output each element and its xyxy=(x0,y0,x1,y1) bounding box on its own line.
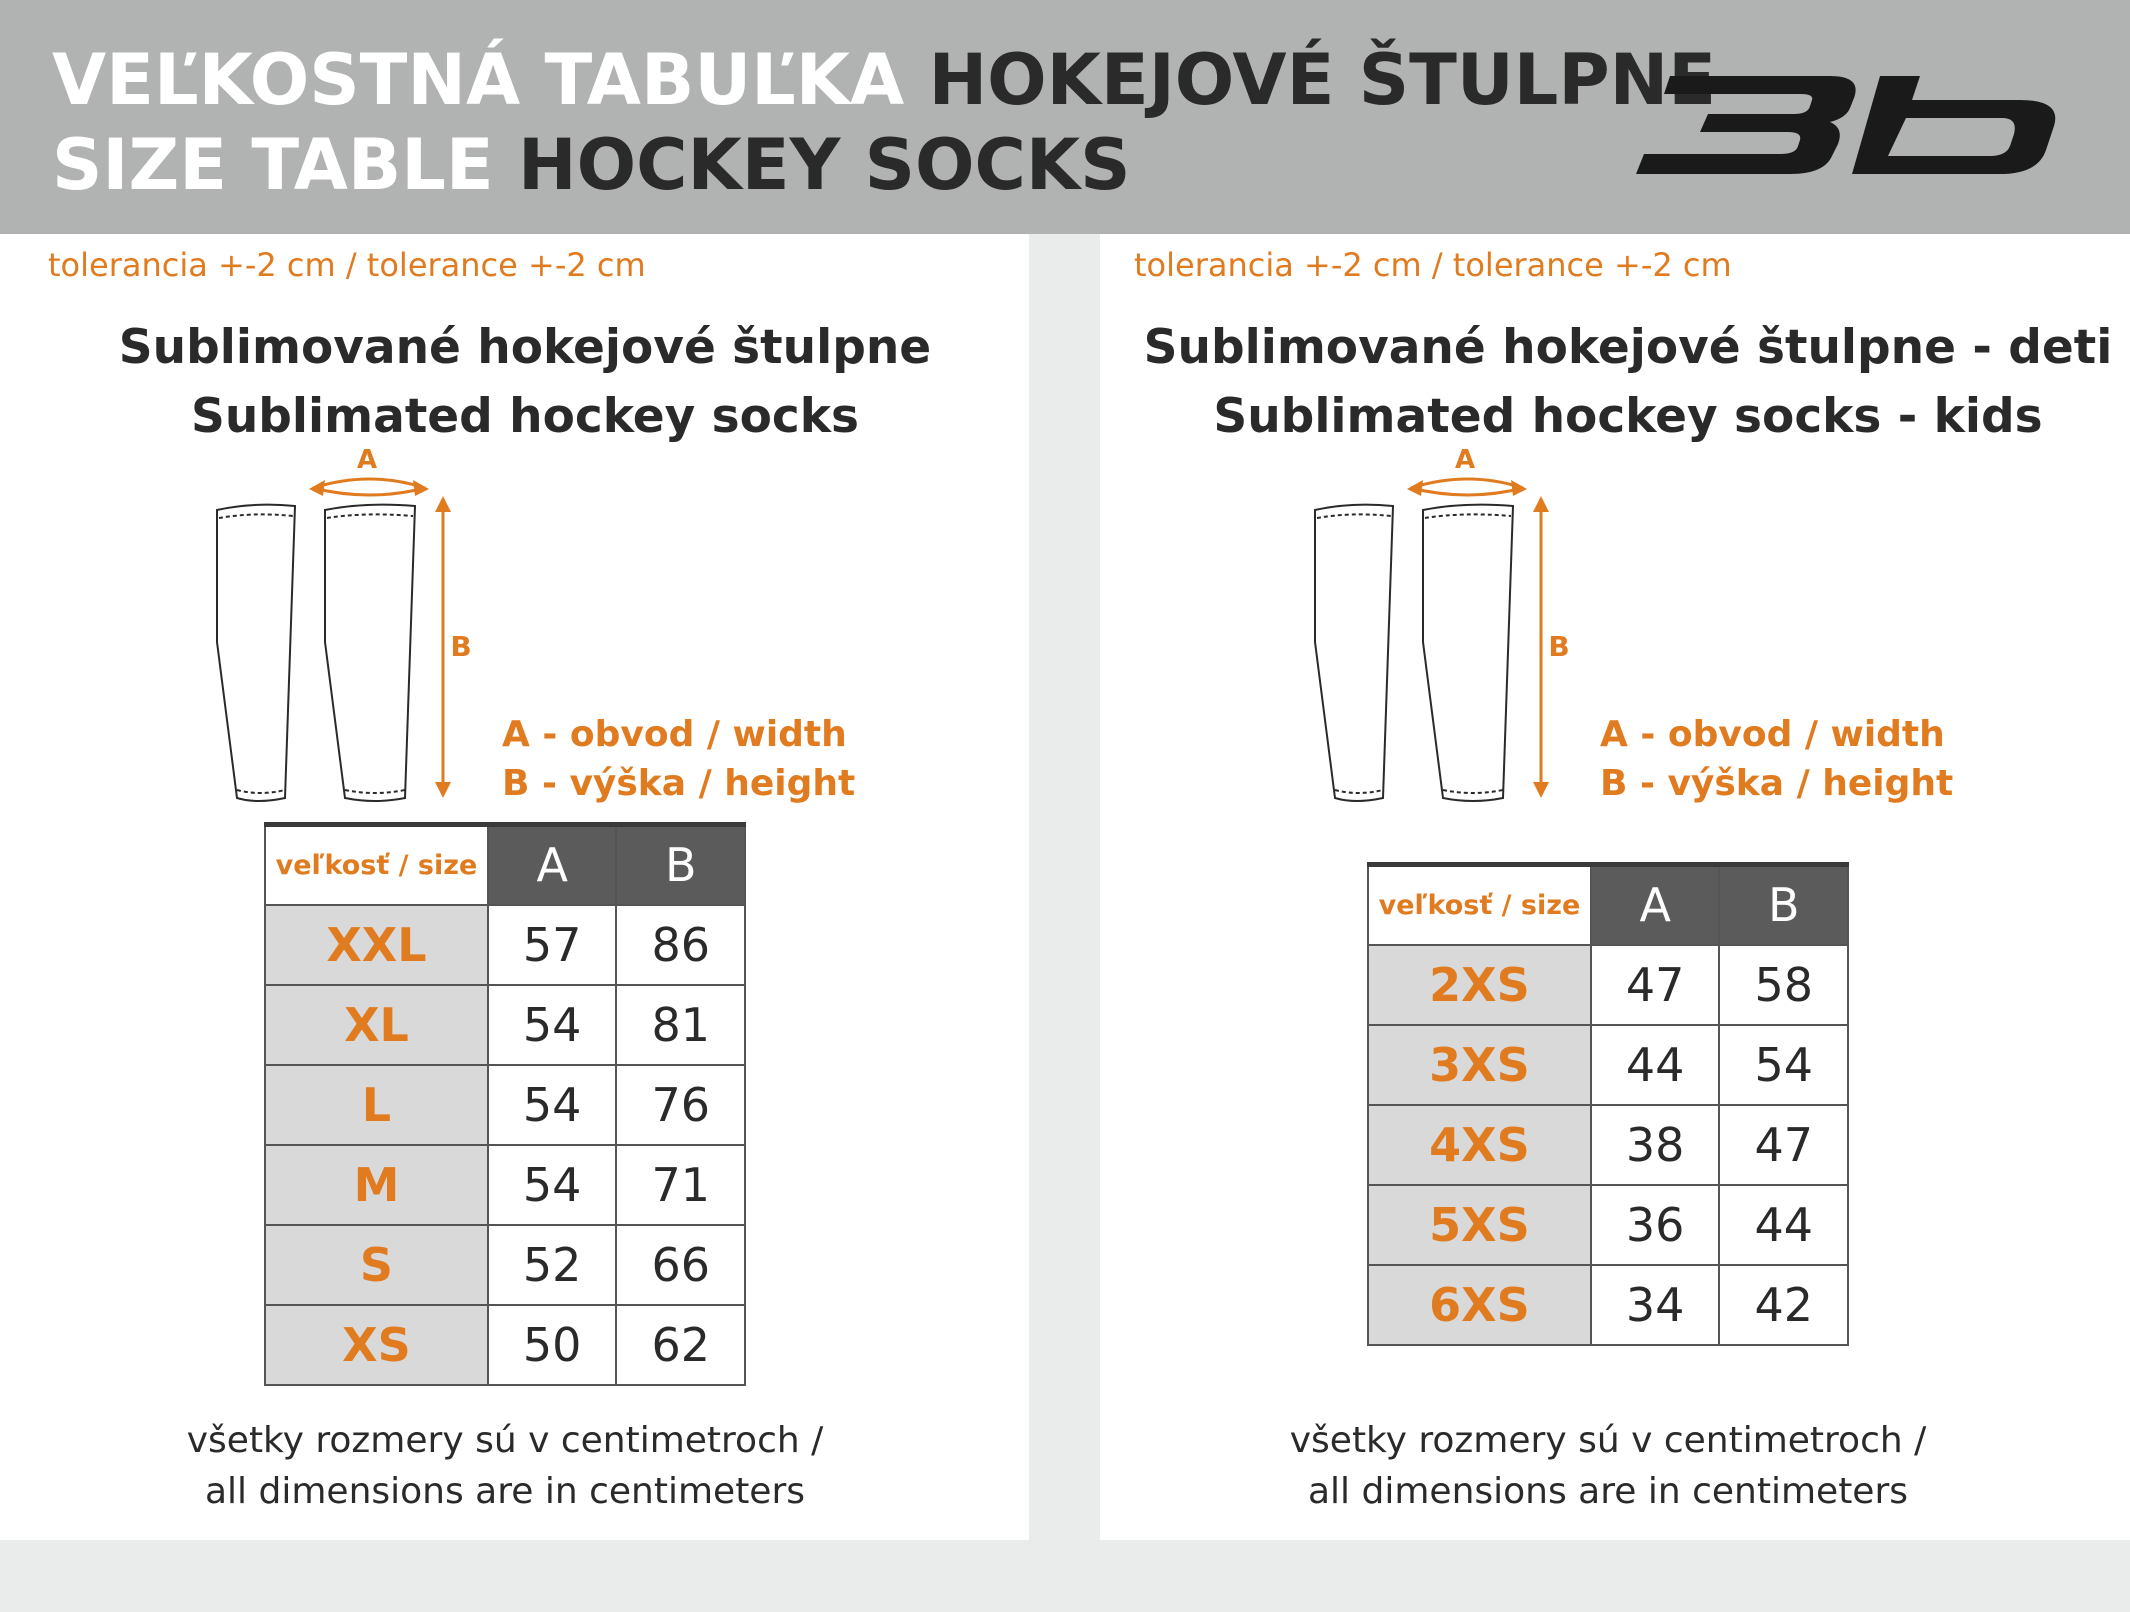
brand-logo xyxy=(1630,70,2070,180)
size-cell: XL xyxy=(265,985,488,1065)
table-row xyxy=(1368,945,1848,1025)
b-cell: 62 xyxy=(616,1305,745,1385)
size-cell: M xyxy=(265,1145,488,1225)
sock-outline-2 xyxy=(325,505,415,801)
a-cell: 36 xyxy=(1591,1185,1720,1265)
b-cell: 44 xyxy=(1719,1185,1848,1265)
a-cell: 47 xyxy=(1591,945,1720,1025)
table-row xyxy=(265,905,745,985)
tolerance-note-left: tolerancia +-2 cm / tolerance +-2 cm xyxy=(48,246,646,284)
size-cell: 5XS xyxy=(1368,1185,1591,1265)
table-row xyxy=(265,1225,745,1305)
b-cell: 66 xyxy=(616,1225,745,1305)
title-sk-right: Sublimované hokejové štulpne - deti xyxy=(1143,320,2113,375)
table-row xyxy=(265,1305,745,1385)
title-sk-left: Sublimované hokejové štulpne xyxy=(118,320,932,375)
size-cell: XS xyxy=(265,1305,488,1385)
size-cell: S xyxy=(265,1225,488,1305)
b-cell: 76 xyxy=(616,1065,745,1145)
a-cell: 38 xyxy=(1591,1105,1720,1185)
table-row xyxy=(1368,1105,1848,1185)
header-title-sk-dark: HOKEJOVÉ ŠTULPNE xyxy=(928,39,1717,121)
size-cell: XXL xyxy=(265,905,488,985)
width-arrow xyxy=(313,479,425,495)
sock-outline-2 xyxy=(1423,505,1513,801)
a-cell: 54 xyxy=(488,1065,617,1145)
label-a-left: A xyxy=(356,445,378,475)
a-cell: 57 xyxy=(488,905,617,985)
size-cell: 3XS xyxy=(1368,1025,1591,1105)
title-en-right: Sublimated hockey socks - kids xyxy=(1213,389,2043,444)
table-row xyxy=(265,1145,745,1225)
header-banner xyxy=(0,0,2130,234)
table-header-row xyxy=(265,825,745,905)
table-row xyxy=(1368,1185,1848,1265)
col-header-size: veľkosť / size xyxy=(265,825,488,905)
table-row xyxy=(1368,1265,1848,1345)
size-table-adult xyxy=(264,822,746,1386)
legend-a-left: A - obvod / width xyxy=(502,714,847,755)
a-cell: 54 xyxy=(488,985,617,1065)
header-title-sk-white: VEĽKOSTNÁ TABUĽKA xyxy=(52,39,905,121)
footnote-sk-left: všetky rozmery sú v centimetroch / xyxy=(186,1420,824,1461)
b-cell: 58 xyxy=(1719,945,1848,1025)
b-cell: 47 xyxy=(1719,1105,1848,1185)
a-cell: 50 xyxy=(488,1305,617,1385)
legend-a-right: A - obvod / width xyxy=(1600,714,1945,755)
sock-diagram-right xyxy=(1303,442,1583,812)
legend-b-left: B - výška / height xyxy=(502,763,856,804)
a-cell: 44 xyxy=(1591,1025,1720,1105)
size-cell: 4XS xyxy=(1368,1105,1591,1185)
size-cell: L xyxy=(265,1065,488,1145)
col-header-a: A xyxy=(1591,865,1720,945)
header-title-en-white: SIZE TABLE xyxy=(52,124,494,206)
size-table-kids xyxy=(1367,862,1849,1346)
col-header-b: B xyxy=(616,825,745,905)
b-cell: 42 xyxy=(1719,1265,1848,1345)
col-header-b: B xyxy=(1719,865,1848,945)
table-row xyxy=(1368,1025,1848,1105)
b-cell: 81 xyxy=(616,985,745,1065)
width-arrow xyxy=(1411,479,1523,495)
a-cell: 54 xyxy=(488,1145,617,1225)
table-row xyxy=(265,985,745,1065)
label-a-right: A xyxy=(1454,445,1476,475)
a-cell: 52 xyxy=(488,1225,617,1305)
legend-b-right: B - výška / height xyxy=(1600,763,1954,804)
label-b-right: B xyxy=(1548,630,1570,663)
sock-outline-1 xyxy=(1315,505,1393,801)
table-header-row xyxy=(1368,865,1848,945)
header-title-line-1 xyxy=(52,40,1716,120)
b-cell: 54 xyxy=(1719,1025,1848,1105)
a-cell: 34 xyxy=(1591,1265,1720,1345)
header-title-en-dark: HOCKEY SOCKS xyxy=(518,124,1131,206)
b-cell: 86 xyxy=(616,905,745,985)
footnote-en-right: all dimensions are in centimeters xyxy=(1307,1471,1909,1512)
tolerance-note-right: tolerancia +-2 cm / tolerance +-2 cm xyxy=(1134,246,1732,284)
size-cell: 2XS xyxy=(1368,945,1591,1025)
label-b-left: B xyxy=(450,630,472,663)
table-row xyxy=(265,1065,745,1145)
sock-outline-1 xyxy=(217,505,295,801)
b-cell: 71 xyxy=(616,1145,745,1225)
footnote-en-left: all dimensions are in centimeters xyxy=(204,1471,806,1512)
col-header-size: veľkosť / size xyxy=(1368,865,1591,945)
sock-diagram-left xyxy=(205,442,485,812)
header-title-line-2 xyxy=(52,125,1131,205)
col-header-a: A xyxy=(488,825,617,905)
title-en-left: Sublimated hockey socks xyxy=(190,389,860,444)
size-cell: 6XS xyxy=(1368,1265,1591,1345)
footnote-sk-right: všetky rozmery sú v centimetroch / xyxy=(1289,1420,1927,1461)
